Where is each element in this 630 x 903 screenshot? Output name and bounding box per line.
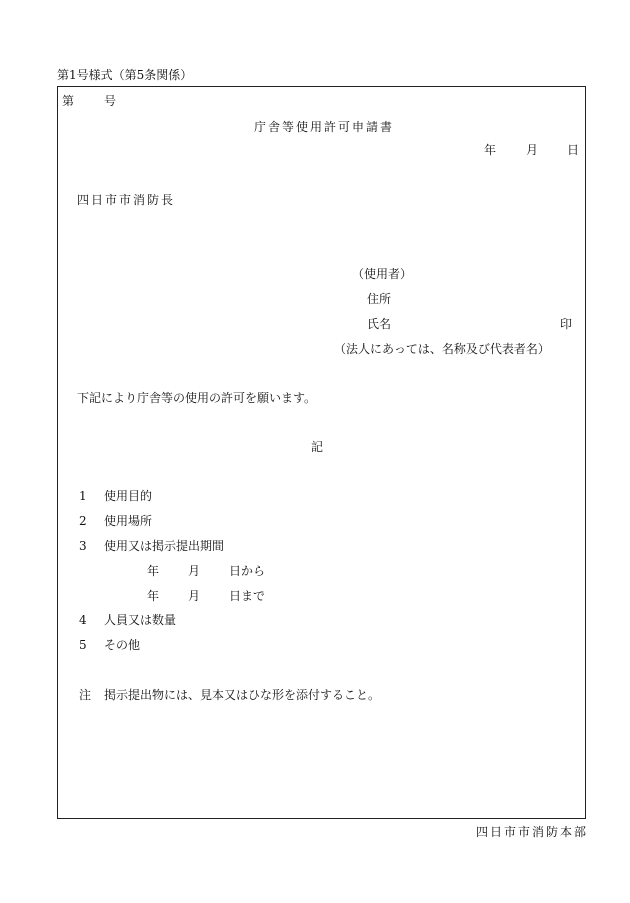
period-from-month: 月 [188, 564, 201, 578]
period-to-year: 年 [147, 589, 160, 603]
item-num-1: 1 [79, 489, 87, 503]
addressee: 四日市市消防長 [77, 193, 176, 207]
ki-heading: 記 [311, 440, 324, 454]
period-from-year: 年 [147, 564, 160, 578]
item-label-1: 使用目的 [104, 489, 153, 503]
date-day: 日 [567, 143, 580, 157]
footer-issuer: 四日市市消防本部 [476, 825, 589, 839]
period-from-day: 日から [229, 564, 266, 578]
note-text: 掲示提出物には、見本又はひな形を添付すること。 [104, 688, 381, 702]
page-title: 庁舎等使用許可申請書 [254, 120, 395, 134]
date-year: 年 [484, 143, 497, 157]
item-label-2: 使用場所 [104, 514, 153, 528]
period-to-day: 日まで [229, 589, 266, 603]
item-label-3: 使用又は掲示提出期間 [104, 539, 225, 553]
item-label-4: 人員又は数量 [104, 613, 177, 627]
item-num-3: 3 [79, 539, 87, 553]
form-label: 第1号様式（第5条関係） [57, 68, 193, 82]
doc-number-go: 号 [104, 94, 117, 108]
period-to-month: 月 [188, 589, 201, 603]
item-num-2: 2 [79, 514, 87, 528]
item-num-4: 4 [79, 613, 87, 627]
note-label: 注 [79, 688, 92, 702]
doc-number-dai: 第 [62, 94, 75, 108]
applicant-name-label: 氏名 [367, 317, 392, 331]
item-num-5: 5 [79, 638, 87, 652]
applicant-heading: （使用者） [352, 267, 413, 281]
request-text: 下記により庁舎等の使用の許可を願います。 [77, 391, 317, 405]
applicant-address-label: 住所 [367, 292, 392, 306]
date-month: 月 [526, 143, 539, 157]
applicant-corporate-note: （法人にあっては、名称及び代表者名） [334, 342, 550, 356]
item-label-5: その他 [104, 638, 141, 652]
applicant-seal: 印 [560, 317, 573, 331]
